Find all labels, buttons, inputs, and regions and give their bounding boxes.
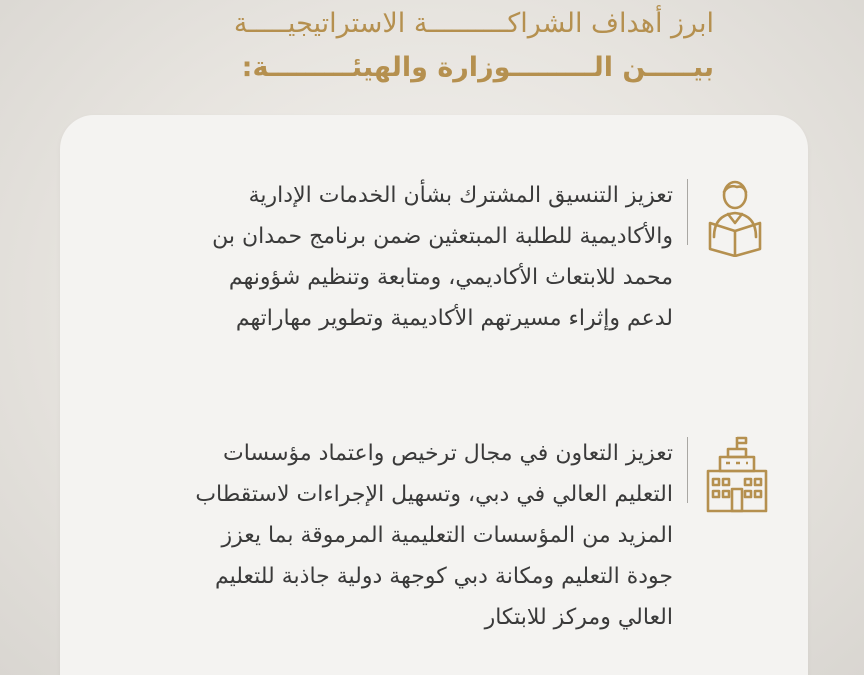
- goal-text-line: تعزيز التعاون في مجال ترخيص واعتماد مؤسسات: [223, 441, 673, 466]
- goal-text-line: العالي ومركز للابتكار: [484, 605, 673, 630]
- goal-text-line: والأكاديمية للطلبة المبتعثين ضمن برنامج حمدان بن: [212, 224, 673, 249]
- goal-text: [73, 175, 673, 339]
- institution-building-icon: [702, 435, 768, 515]
- heading-line-2: بيـــــن الـــــــــوزارة والهيئـــــــــة:: [241, 52, 714, 83]
- goal-text-line: التعليم العالي في دبي، وتسهيل الإجراءات لاستقطاب: [195, 482, 673, 507]
- item-divider: [687, 437, 688, 503]
- goal-text-line: لدعم وإثراء مسيرتهم الأكاديمية وتطوير مهاراتهم: [235, 306, 673, 331]
- goal-text-line: المزيد من المؤسسات التعليمية المرموقة بما يعزز: [221, 523, 673, 548]
- goals-card: [60, 115, 808, 675]
- item-divider: [687, 179, 688, 245]
- page-heading: [154, 4, 714, 88]
- goal-text: [73, 433, 673, 638]
- heading-line-1: ابرز أهداف الشراكــــــــــة الاستراتيجيـــــة: [233, 8, 714, 39]
- goal-text-line: محمد للابتعاث الأكاديمي، ومتابعة وتنظيم شؤونهم: [228, 265, 673, 290]
- student-reading-icon: [702, 177, 768, 257]
- goal-text-line: تعزيز التنسيق المشترك بشأن الخدمات الإدارية: [248, 183, 673, 208]
- goal-text-line: جودة التعليم ومكانة دبي كوجهة دولية جاذبة للتعليم: [214, 564, 673, 589]
